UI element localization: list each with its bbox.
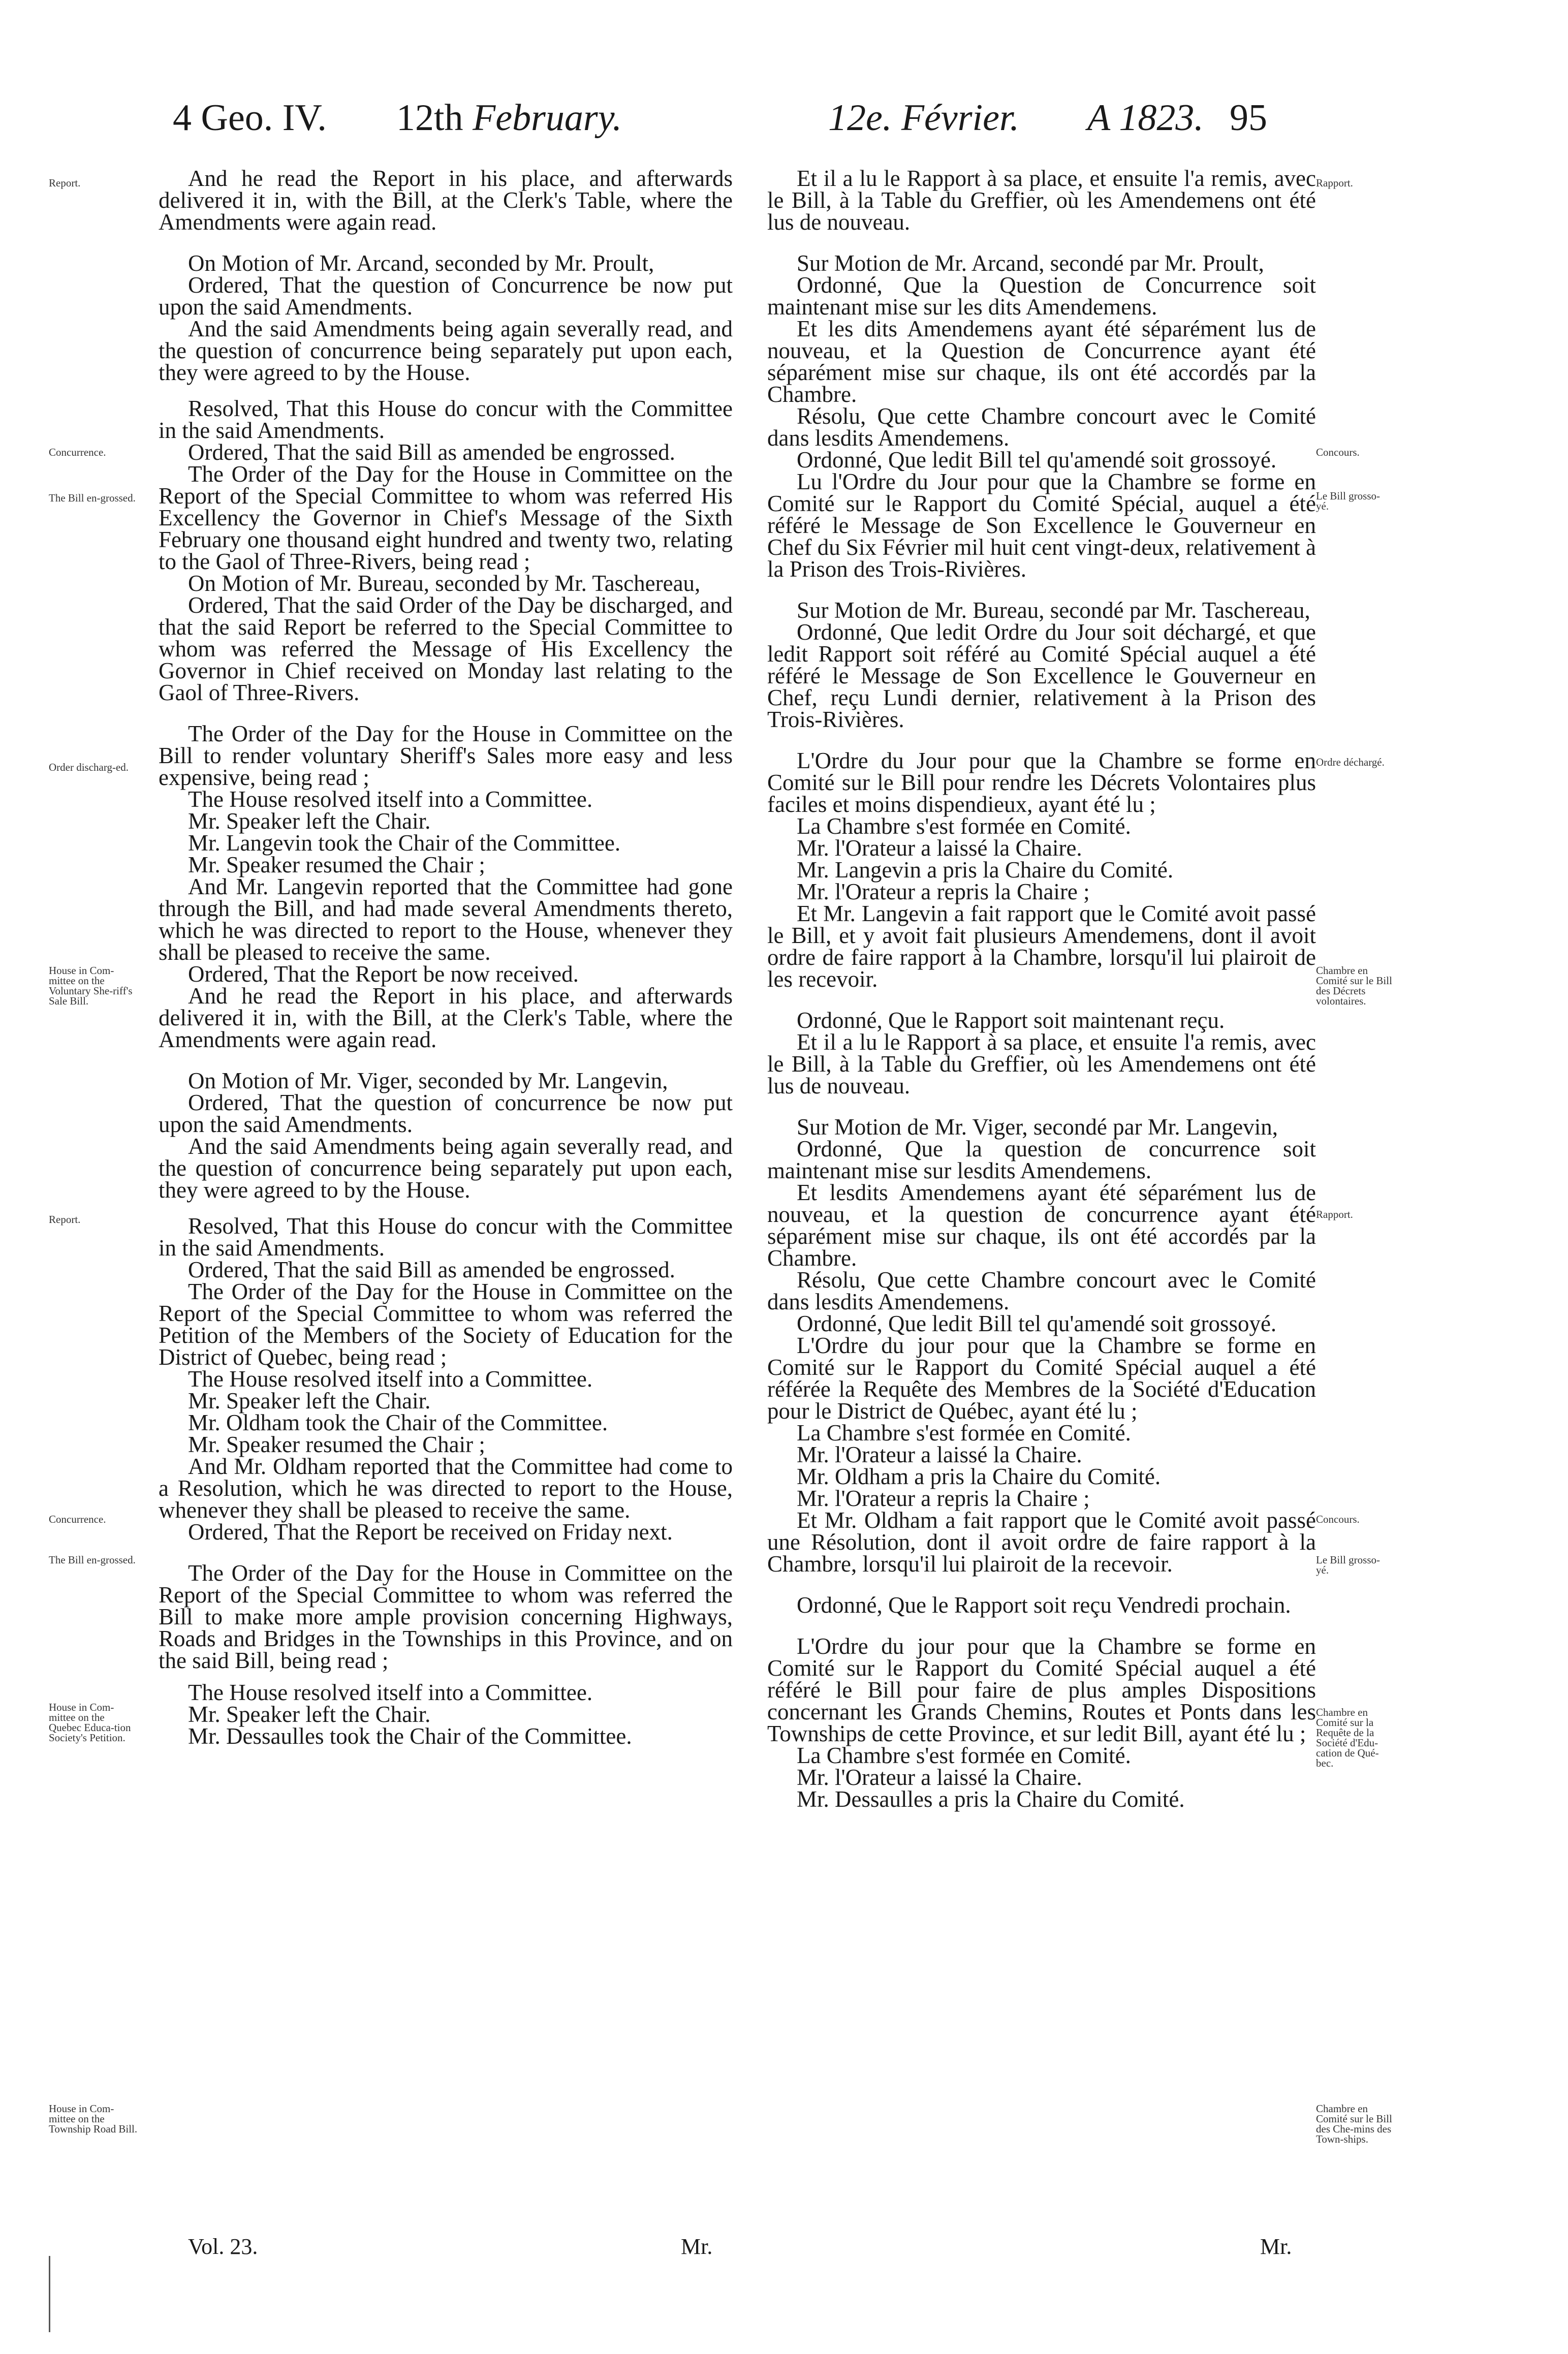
paragraph: Et il a lu le Rapport à sa place, et ensuite l'a remis, avec le Bill, à la Table du Greffier, où les Amendemens ont été lus de nouveau. <box>767 166 1316 235</box>
paragraph: Lu l'Ordre du Jour pour que la Chambre se forme en Comité sur le Rapport du Comité Spécial, auquel a été référé le Message de Son Excellence le Gouverneur en Chef du Six Février mil huit cent vingt-deux, relativement à la Prison des Trois-Rivières. <box>767 469 1316 582</box>
margin-note: Rapport. <box>1316 177 1353 189</box>
margin-note: Concours. <box>1316 446 1360 458</box>
margin-note: Concurrence. <box>49 1513 106 1525</box>
year: A 1823. <box>1087 97 1204 139</box>
paragraph: On Motion of Mr. Arcand, seconded by Mr. Proult, <box>188 250 654 276</box>
paragraph: Ordered, That the said Bill as amended be engrossed. <box>188 440 675 465</box>
paragraph: Et les dits Amendemens ayant été séparément lus de nouveau, et la Question de Concurrence ayant été séparément mise sur chaque, ils ont été accordés par la Chambre. <box>767 316 1316 407</box>
paragraph: Ordonné, Que ledit Ordre du Jour soit déchargé, et que ledit Rapport soit référé au Comité Spécial auquel a été référé le Message de Son Excellence le Gouverneur en Chef, reçu Lundi dernier, relativement à la Prison des Trois-Rivières. <box>767 619 1316 732</box>
paragraph: Mr. Langevin took the Chair of the Committee. <box>188 830 621 856</box>
paragraph: The Order of the Day for the House in Committee on the Bill to render voluntary Sheriff's Sales more easy and less expensive, being read ; <box>159 721 733 790</box>
margin-note: The Bill en-grossed. <box>49 1554 136 1566</box>
paragraph: La Chambre s'est formée en Comité. <box>797 1743 1131 1768</box>
paragraph: L'Ordre du jour pour que la Chambre se forme en Comité sur le Rapport du Comité Spécial auquel a été référé le Bill pour faire de plus amples Dispositions concernant les Grands Chemins, Routes et Ponts dans les Townships de cette Province, et sur ledit Bill, ayant été lu ; <box>767 1634 1316 1746</box>
page-header <box>173 97 1324 152</box>
margin-note: House in Com-mittee on the Township Road Bill. <box>49 2102 138 2135</box>
paragraph: Mr. Speaker left the Chair. <box>188 1702 431 1727</box>
paragraph: La Chambre s'est formée en Comité. <box>797 1420 1131 1446</box>
margin-note: Le Bill grosso-yé. <box>1316 1554 1380 1576</box>
margin-note: Chambre en Comité sur le Bill des Che-mins des Town-ships. <box>1316 2102 1392 2145</box>
paragraph: Ordered, That the Report be received on Friday next. <box>188 1519 673 1545</box>
paragraph: Ordered, That the question of concurrence be now put upon the said Amendments. <box>159 1090 733 1137</box>
paragraph: And the said Amendments being again severally read, and the question of concurrence being separately put upon each, they were agreed to by the House. <box>159 1134 733 1203</box>
paragraph: Mr. Oldham took the Chair of the Committee. <box>188 1410 608 1435</box>
paragraph: Mr. l'Orateur a laissé la Chaire. <box>797 835 1082 861</box>
paragraph: Sur Motion de Mr. Viger, secondé par Mr. Langevin, <box>797 1114 1278 1140</box>
paragraph: And the said Amendments being again severally read, and the question of concurrence being separately put upon each, they were agreed to by the House. <box>159 316 733 385</box>
paragraph: Mr. l'Orateur a laissé la Chaire. <box>797 1765 1082 1790</box>
paragraph: Mr. l'Orateur a repris la Chaire ; <box>797 1486 1090 1511</box>
paragraph: Résolu, Que cette Chambre concourt avec le Comité dans lesdits Amendemens. <box>767 1267 1316 1314</box>
margin-note: Concurrence. <box>49 446 106 458</box>
margin-note: Concours. <box>1316 1513 1360 1525</box>
paragraph: Ordonné, Que le Rapport soit reçu Vendredi prochain. <box>797 1592 1291 1618</box>
paragraph: Ordered, That the Report be now received. <box>188 961 579 987</box>
paragraph: The House resolved itself into a Committee. <box>188 787 593 812</box>
paragraph: L'Ordre du jour pour que la Chambre se forme en Comité sur le Rapport du Comité Spécial auquel a été référée la Requête des Membres de la Société d'Education pour le District de Québec, ayant été lu ; <box>767 1333 1316 1424</box>
paragraph: Mr. Dessaulles took the Chair of the Committee. <box>188 1723 632 1749</box>
paragraph: Mr. Dessaulles a pris la Chaire du Comité. <box>797 1786 1185 1812</box>
paragraph: Sur Motion de Mr. Bureau, secondé par Mr. Taschereau, <box>797 598 1310 623</box>
margin-note: Report. <box>49 1213 81 1226</box>
paragraph: Et lesdits Amendemens ayant été séparément lus de nouveau, et la question de concurrence ayant été séparément mise sur chaque, ils ont été accordés par la Chambre. <box>767 1180 1316 1271</box>
paragraph: Mr. Speaker left the Chair. <box>188 1388 431 1414</box>
paragraph: The Order of the Day for the House in Committee on the Report of the Special Committee to whom was referred the Bill to make more ample provision concerning Highways, Roads and Bridges in the Townships in this Province, and on the said Bill, being read ; <box>159 1560 733 1673</box>
paragraph: And he read the Report in his place, and afterwards delivered it in, with the Bill, at the Clerk's Table, where the Amendments were again read. <box>159 983 733 1052</box>
catchword-french: Mr. <box>1260 2234 1292 2259</box>
date-french: 12e. Février. <box>828 97 1020 139</box>
margin-rule <box>49 2256 50 2332</box>
catchword-english: Mr. <box>681 2234 713 2259</box>
paragraph: And Mr. Oldham reported that the Committee had come to a Resolution, which he was directed to report to the House, whenever they shall be pleased to receive the same. <box>159 1454 733 1523</box>
paragraph: Mr. Speaker resumed the Chair ; <box>188 1432 485 1457</box>
paragraph: Résolu, Que cette Chambre concourt avec le Comité dans lesdits Amendemens. <box>767 403 1316 451</box>
paragraph: L'Ordre du Jour pour que la Chambre se forme en Comité sur le Bill pour rendre les Décrets Volontaires plus faciles et moins dispendieux, ayant été lu ; <box>767 748 1316 817</box>
margin-note: Order discharg-ed. <box>49 761 129 773</box>
paragraph: Ordonné, Que ledit Bill tel qu'amendé soit grossoyé. <box>797 1311 1277 1336</box>
margin-note: Chambre en Comité sur la Requête de la Société d'Edu-cation de Qué-bec. <box>1316 1706 1379 1769</box>
paragraph: Resolved, That this House do concur with the Committee in the said Amendments. <box>159 1213 733 1261</box>
paragraph: On Motion of Mr. Bureau, seconded by Mr. Taschereau, <box>188 571 701 596</box>
paragraph: La Chambre s'est formée en Comité. <box>797 813 1131 839</box>
regnal-year: 4 Geo. IV. <box>173 97 327 139</box>
volume-footer: Vol. 23. <box>188 2234 258 2259</box>
margin-note: House in Com-mittee on the Quebec Educa-tion Society's Petition. <box>49 1701 131 1744</box>
paragraph: On Motion of Mr. Viger, seconded by Mr. Langevin, <box>188 1068 668 1093</box>
paragraph: Mr. l'Orateur a repris la Chaire ; <box>797 879 1090 904</box>
margin-note: Report. <box>49 177 81 189</box>
english-column <box>159 168 733 1747</box>
paragraph: Ordered, That the question of Concurrence be now put upon the said Amendments. <box>159 272 733 320</box>
paragraph: Mr. l'Orateur a laissé la Chaire. <box>797 1442 1082 1467</box>
margin-note: Ordre déchargé. <box>1316 756 1385 768</box>
paragraph: Ordonné, Que la Question de Concurrence soit maintenant mise sur les dits Amendemens. <box>767 272 1316 320</box>
margin-note: Le Bill grosso-yé. <box>1316 490 1380 512</box>
page-number: 95 <box>1230 97 1267 139</box>
paragraph: Et Mr. Oldham a fait rapport que le Comité avoit passé une Résolution, dont il avoit ordre de faire rapport à la Chambre, lorsqu'il lui plairoit de la recevoir. <box>767 1508 1316 1577</box>
paragraph: The House resolved itself into a Committee. <box>188 1680 593 1705</box>
paragraph: Ordonné, Que ledit Bill tel qu'amendé soit grossoyé. <box>797 447 1277 473</box>
paragraph: The Order of the Day for the House in Committee on the Report of the Special Committee to whom was referred the Petition of the Members of the Society of Education for the District of Quebec, being read ; <box>159 1279 733 1370</box>
paragraph: Sur Motion de Mr. Arcand, secondé par Mr. Proult, <box>797 250 1264 276</box>
paragraph: Et il a lu le Rapport à sa place, et ensuite l'a remis, avec le Bill, à la Table du Greffier, où les Amendemens ont été lus de nouveau. <box>767 1029 1316 1098</box>
paragraph: Mr. Langevin a pris la Chaire du Comité. <box>797 857 1174 883</box>
paragraph: The Order of the Day for the House in Committee on the Report of the Special Committee to whom was referred His Excellency the Governor in Chief's Message of the Sixth February one thousand eight hundred and twenty two, relating to the Gaol of Three-Rivers, being read ; <box>159 461 733 574</box>
margin-note: Chambre en Comité sur le Bill des Décrets volontaires. <box>1316 964 1392 1007</box>
margin-note: Rapport. <box>1316 1208 1353 1220</box>
date-english: 12th February. <box>396 97 622 139</box>
paragraph: Ordonné, Que la question de concurrence soit maintenant mise sur lesdits Amendemens. <box>767 1136 1316 1183</box>
paragraph: And he read the Report in his place, and afterwards delivered it in, with the Bill, at the Clerk's Table, where the Amendments were again read. <box>159 166 733 235</box>
paragraph: Ordered, That the said Order of the Day be discharged, and that the said Report be referred to the Special Committee to whom was referred the Message of His Excellency the Governor in Chief received on Monday last relating to the Gaol of Three-Rivers. <box>159 592 733 705</box>
french-column <box>767 168 1316 1810</box>
paragraph: Et Mr. Langevin a fait rapport que le Comité avoit passé le Bill, et y avoit fait plusieurs Amendemens, dont il avoit ordre de faire rapport à la Chambre, lorsqu'il lui plairoit de les recevoir. <box>767 901 1316 992</box>
paragraph: Resolved, That this House do concur with the Committee in the said Amendments. <box>159 396 733 443</box>
paragraph: And Mr. Langevin reported that the Committee had gone through the Bill, and had made several Amendments thereto, which he was directed to report to the House, whenever they shall be pleased to receive the same. <box>159 874 733 965</box>
margin-note: House in Com-mittee on the Voluntary She-riff's Sale Bill. <box>49 964 133 1007</box>
paragraph: Mr. Speaker resumed the Chair ; <box>188 852 485 877</box>
paragraph: Ordered, That the said Bill as amended be engrossed. <box>188 1257 675 1282</box>
margin-note: The Bill en-grossed. <box>49 492 136 504</box>
paragraph: The House resolved itself into a Committee. <box>188 1366 593 1392</box>
paragraph: Ordonné, Que le Rapport soit maintenant reçu. <box>797 1008 1225 1033</box>
paragraph: Mr. Oldham a pris la Chaire du Comité. <box>797 1464 1161 1489</box>
paragraph: Mr. Speaker left the Chair. <box>188 808 431 834</box>
